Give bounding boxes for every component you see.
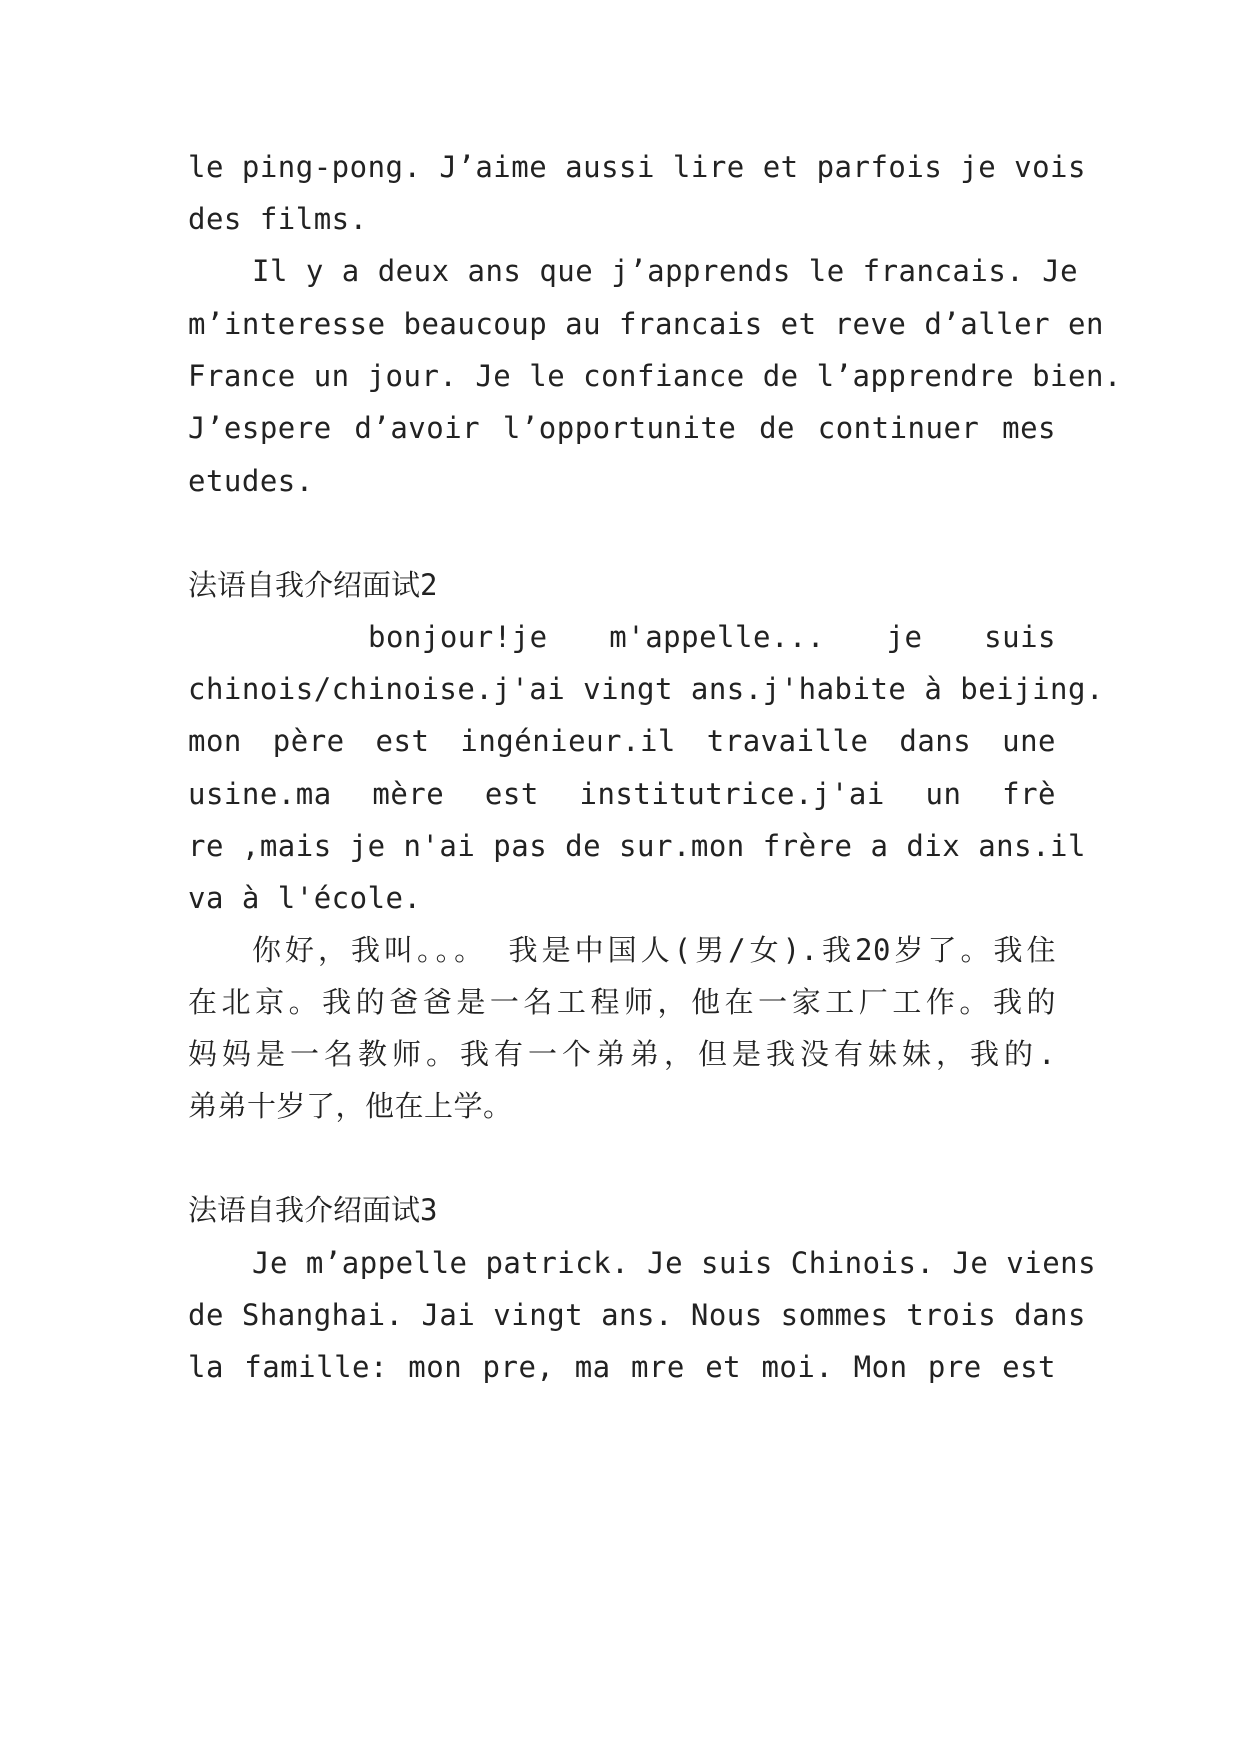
paragraph-line-cn: 弟弟十岁了，他在上学。: [188, 1089, 513, 1123]
paragraph-line-cn: 在北京。我的爸爸是一名工程师，他在一家工厂工作。我的: [188, 985, 1056, 1019]
paragraph-line: m’interesse beaucoup au francais et reve d’aller en: [188, 307, 1104, 341]
paragraph-line: Il y a deux ans que j’apprends le francais. Je: [252, 254, 1079, 288]
paragraph-line: chinois/chinoise.j'ai vingt ans.j'habite à beijing.: [188, 672, 1104, 706]
paragraph-line: re ,mais je n'ai pas de sur.mon frère a dix ans.il: [188, 829, 1086, 863]
paragraph-line: France un jour. Je le confiance de l’apprendre bien.: [188, 359, 1122, 393]
section-heading: 法语自我介绍面试2: [188, 568, 438, 602]
paragraph-line-cn: 妈妈是一名教师。我有一个弟弟，但是我没有妹妹，我的.: [188, 1037, 1056, 1071]
paragraph-line-cn: 你好，我叫。。。 我是中国人(男/女).我20岁了。我住: [252, 933, 1056, 967]
paragraph-line: de Shanghai. Jai vingt ans. Nous sommes trois dans: [188, 1298, 1086, 1332]
section-heading: 法语自我介绍面试3: [188, 1193, 438, 1227]
paragraph-line: des films.: [188, 202, 368, 236]
paragraph-line: va à l'école.: [188, 881, 422, 915]
paragraph-line: la famille: mon pre, ma mre et moi. Mon pre est: [188, 1350, 1056, 1384]
paragraph-line: etudes.: [188, 464, 314, 498]
paragraph-line: mon père est ingénieur.il travaille dans une: [188, 724, 1056, 758]
paragraph-line: Je m’appelle patrick. Je suis Chinois. Je viens: [252, 1246, 1097, 1280]
paragraph-line: usine.ma mère est institutrice.j'ai un frè: [188, 777, 1056, 811]
paragraph-line: bonjour!je m'appelle... je suis: [368, 620, 1056, 654]
paragraph-line: le ping-pong. J’aime aussi lire et parfois je vois: [188, 150, 1086, 184]
paragraph-line: J’espere d’avoir l’opportunite de continuer mes: [188, 411, 1056, 445]
